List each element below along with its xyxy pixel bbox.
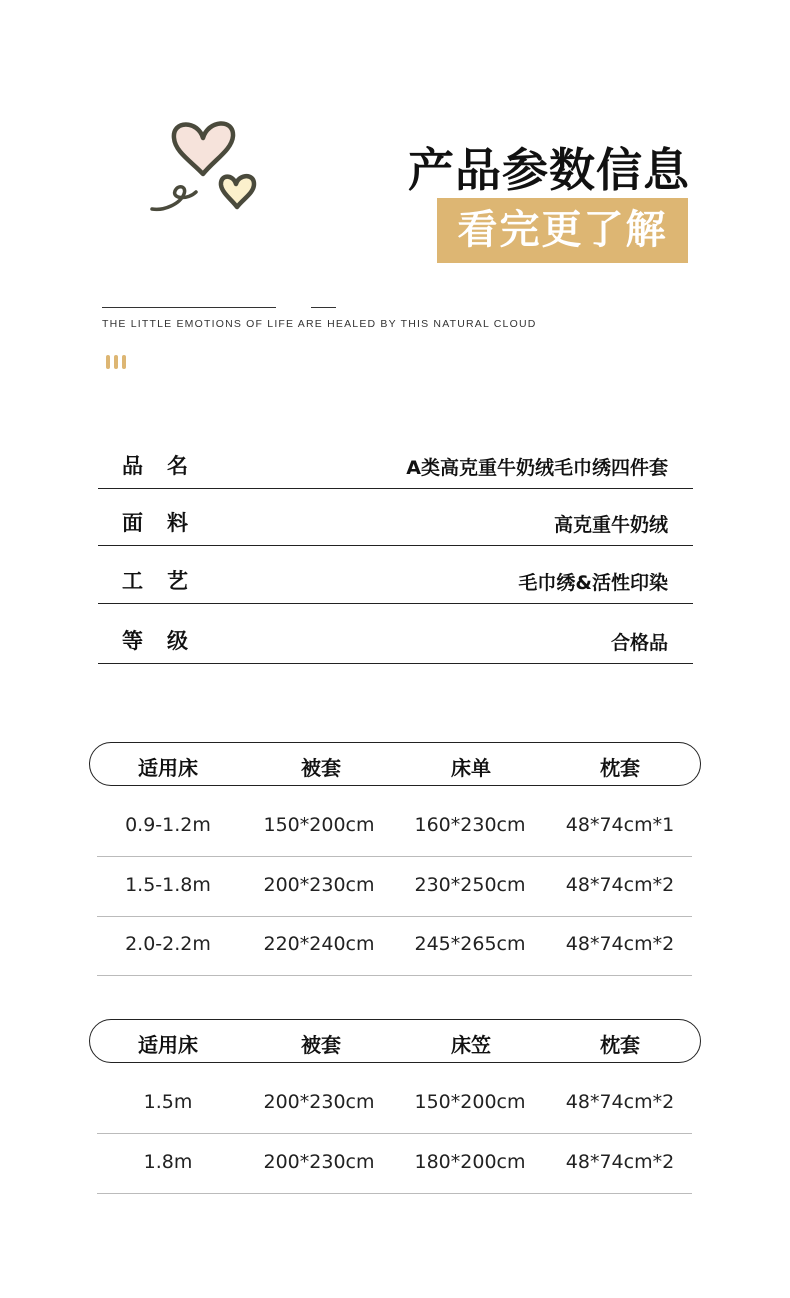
table-cell: 200*230cm [263, 874, 375, 896]
param-row-fabric [98, 489, 693, 546]
divider-long [102, 307, 276, 308]
header-cell: 适用床 [138, 1033, 198, 1057]
table-cell: 48*74cm*2 [565, 874, 675, 896]
header-cell: 床单 [451, 756, 491, 780]
size-table-1-header [89, 742, 701, 786]
table-cell: 230*250cm [414, 874, 526, 896]
table-cell: 48*74cm*2 [565, 933, 675, 955]
subtitle-banner: 看完更了解 [437, 198, 688, 263]
param-label: 等级 [122, 629, 212, 653]
header-cell: 被套 [301, 1033, 341, 1057]
table-cell: 48*74cm*2 [565, 1091, 675, 1113]
header-cell: 枕套 [600, 1033, 640, 1057]
hearts-doodle-icon [140, 112, 270, 217]
size-table-2-header [89, 1019, 701, 1063]
table-row [97, 916, 692, 976]
divider-short [311, 307, 336, 308]
param-label: 品名 [122, 454, 212, 478]
param-row-craft [98, 547, 693, 604]
param-label: 工艺 [122, 569, 212, 593]
param-value: 合格品 [610, 632, 668, 654]
table-cell: 2.0-2.2m [125, 933, 211, 955]
table-cell: 1.5-1.8m [125, 874, 211, 896]
table-cell: 150*200cm [263, 814, 375, 836]
table-cell: 1.8m [143, 1151, 193, 1173]
header-cell: 被套 [301, 756, 341, 780]
param-value: 高克重牛奶绒 [553, 514, 668, 536]
table-row [97, 1134, 692, 1194]
param-row-grade [98, 607, 693, 664]
table-cell: 180*200cm [414, 1151, 526, 1173]
table-cell: 160*230cm [414, 814, 526, 836]
header-cell: 床笠 [451, 1033, 491, 1057]
page-title: 产品参数信息 [408, 143, 690, 197]
header-cell: 适用床 [138, 756, 198, 780]
tagline: THE LITTLE EMOTIONS OF LIFE ARE HEALED BY THIS NATURAL CLOUD [102, 318, 537, 330]
table-cell: 200*230cm [263, 1091, 375, 1113]
table-cell: 245*265cm [414, 933, 526, 955]
header-cell: 枕套 [600, 756, 640, 780]
param-row-name [98, 432, 693, 489]
table-cell: 0.9-1.2m [125, 814, 211, 836]
table-cell: 150*200cm [414, 1091, 526, 1113]
param-value: A类高克重牛奶绒毛巾绣四件套 [406, 457, 668, 479]
table-cell: 48*74cm*2 [565, 1151, 675, 1173]
table-cell: 220*240cm [263, 933, 375, 955]
table-row [97, 857, 692, 917]
param-label: 面料 [122, 511, 212, 535]
table-cell: 48*74cm*1 [565, 814, 675, 836]
table-row [97, 797, 692, 857]
table-cell: 200*230cm [263, 1151, 375, 1173]
accent-bars-icon [106, 355, 128, 369]
param-value: 毛巾绣&活性印染 [518, 572, 668, 594]
table-row [97, 1074, 692, 1134]
table-cell: 1.5m [143, 1091, 193, 1113]
